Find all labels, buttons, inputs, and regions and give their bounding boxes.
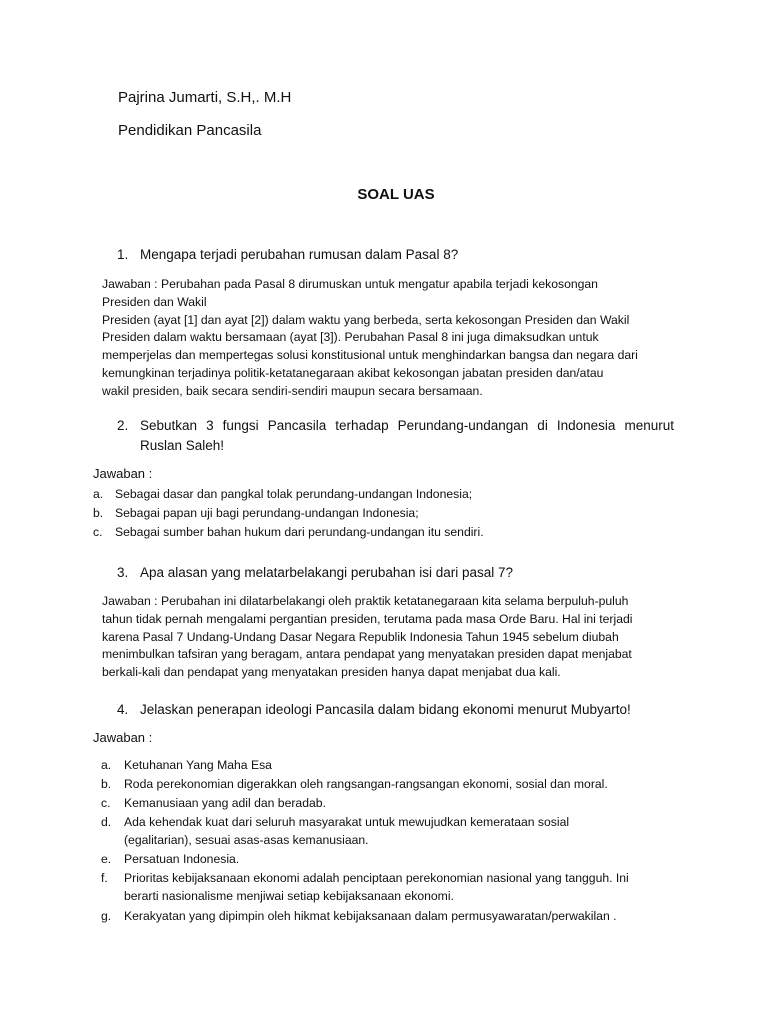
list-letter: a.: [93, 487, 104, 501]
list-text: Roda perekonomian digerakkan oleh rangsangan-rangsangan ekonomi, sosial dan moral.: [124, 777, 608, 791]
course-subject: Pendidikan Pancasila: [118, 122, 262, 139]
list-text: Ada kehendak kuat dari seluruh masyarakat untuk mewujudkan kemerataan sosial: [124, 815, 570, 829]
list-letter: g.: [101, 909, 112, 923]
answer-line: menimbulkan tafsiran yang beragam, antara pendapat yang menyatakan presiden dapat menjabat: [102, 647, 632, 662]
list-letter: d.: [101, 815, 112, 829]
answer-line: karena Pasal 7 Undang-Undang Dasar Negara Republik Indonesia Tahun 1945 sebelum diubah: [102, 629, 619, 644]
answer-line: berkali-kali dan pendapat yang menyatakan presiden hanya dapat menjabat dua kali.: [102, 665, 561, 680]
question-text: Apa alasan yang melatarbelakangi perubahan isi dari pasal 7?: [140, 565, 514, 580]
list-text: berarti nasionalisme menjiwai setiap kebijaksanaan ekonomi.: [124, 889, 454, 903]
list-text: Persatuan Indonesia.: [124, 852, 240, 866]
list-letter: b.: [101, 777, 112, 791]
author-name: Pajrina Jumarti, S.H,. M.H: [118, 89, 292, 106]
answer-line: memperjelas dan mempertegas solusi konstitusional untuk menghindarkan bangsa dan negara dari: [102, 348, 638, 363]
question-number: 2.: [117, 418, 129, 433]
answer-line: Presiden dalam waktu bersamaan (ayat [3]). Perubahan Pasal 8 ini juga dimaksudkan untuk: [102, 330, 599, 345]
answer-1: [102, 276, 638, 401]
list-text: Sebagai dasar dan pangkal tolak perundang-undangan Indonesia;: [115, 487, 473, 501]
answer-line: Jawaban : Perubahan pada Pasal 8 dirumuskan untuk mengatur apabila terjadi kekosongan: [102, 277, 598, 291]
list-letter: c.: [101, 796, 111, 810]
question-text: Sebutkan 3 fungsi Pancasila terhadap Perundang-undangan di Indonesia menurut: [140, 418, 674, 433]
list-letter: f.: [101, 871, 108, 885]
answer-3: [102, 593, 632, 682]
list-text: Ketuhanan Yang Maha Esa: [124, 758, 272, 772]
list-text: Prioritas kebijaksanaan ekonomi adalah penciptaan perekonomian nasional yang tangguh. Ini: [124, 871, 629, 885]
answer-label: Jawaban :: [93, 466, 153, 481]
answer-line: kemungkinan terjadinya politik-ketatanegaraan akibat kekosongan jabatan presiden dan/atau: [102, 365, 604, 380]
list-text: Sebagai sumber bahan hukum dari perundang-undangan itu sendiri.: [115, 525, 484, 539]
exam-title: SOAL UAS: [357, 186, 435, 203]
list-text: Kerakyatan yang dipimpin oleh hikmat kebijaksanaan dalam permusyawaratan/perwakilan .: [124, 909, 617, 923]
question-number: 3.: [117, 565, 129, 580]
list-letter: e.: [101, 852, 112, 866]
answer-line: Presiden (ayat [1] dan ayat [2]) dalam waktu yang berbeda, serta kekosongan Presiden dan Wakil: [102, 312, 630, 327]
answer-line: wakil presiden, baik secara sendiri-sendiri maupun secara bersamaan.: [102, 383, 483, 398]
question-text: Ruslan Saleh!: [140, 438, 225, 453]
question-text: Mengapa terjadi perubahan rumusan dalam Pasal 8?: [140, 247, 459, 262]
list-letter: b.: [93, 506, 104, 520]
answer-line: tahun tidak pernah mengalami pergantian presiden, terutama pada masa Orde Baru. Hal ini terjadi: [102, 611, 633, 626]
list-text: Kemanusiaan yang adil dan beradab.: [124, 796, 326, 810]
list-letter: c.: [93, 525, 103, 539]
answer-line: Presiden dan Wakil: [102, 294, 207, 309]
list-text: (egalitarian), sesuai asas-asas kemanusiaan.: [124, 833, 369, 847]
question-text: Jelaskan penerapan ideologi Pancasila dalam bidang ekonomi menurut Mubyarto!: [140, 702, 631, 717]
list-letter: a.: [101, 758, 112, 772]
list-text: Sebagai papan uji bagi perundang-undangan Indonesia;: [115, 506, 419, 520]
question-number: 4.: [117, 702, 129, 717]
answer-label: Jawaban :: [93, 730, 153, 745]
question-number: 1.: [117, 247, 129, 262]
answer-line: Jawaban : Perubahan ini dilatarbelakangi oleh praktik ketatanegaraan kita selama berpuluh-puluh: [102, 594, 629, 608]
